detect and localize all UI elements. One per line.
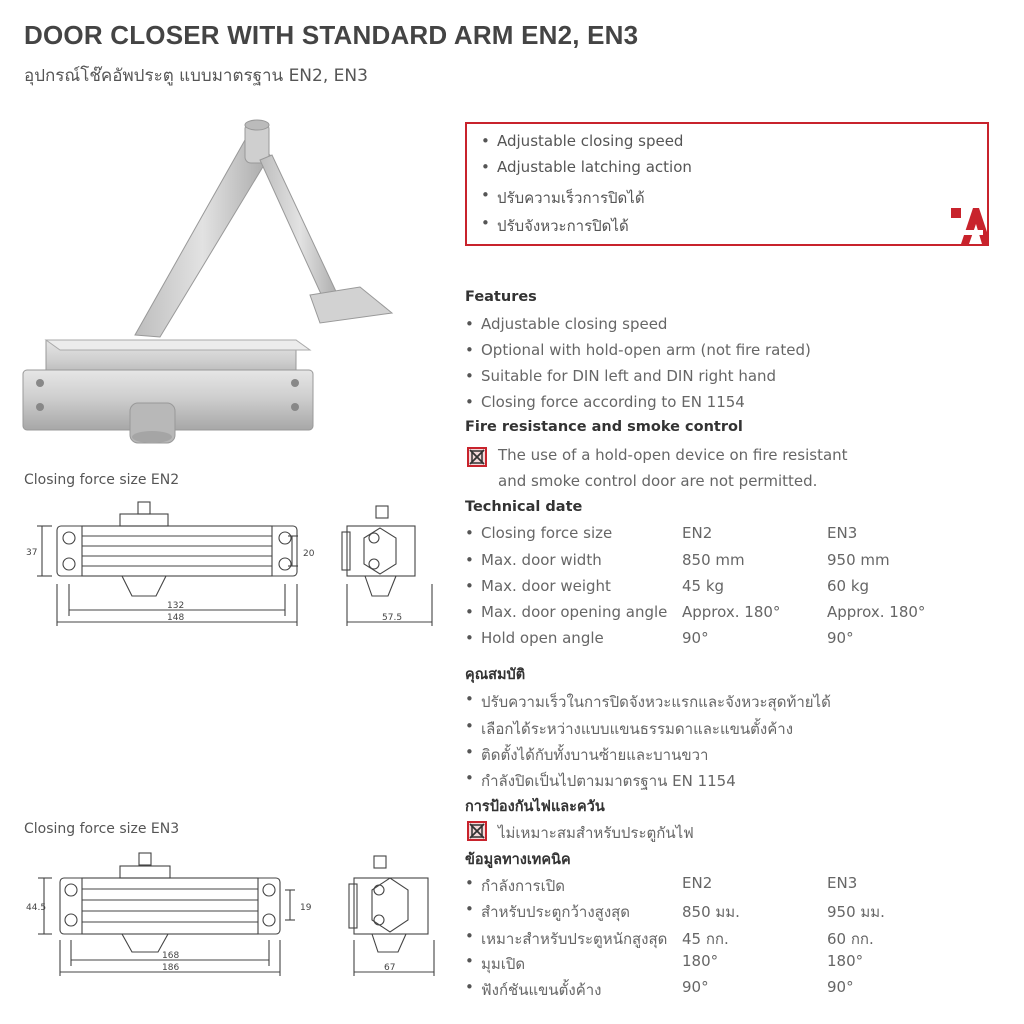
highlight-item: • ปรับจังหวะการปิดได้ xyxy=(497,214,629,238)
fire-heading-thai: การป้องกันไฟและควัน xyxy=(465,799,605,815)
feature-item-thai: • ปรับความเร็วในการปิดจังหวะแรกและจังหวะสุดท้ายได้ xyxy=(481,690,831,714)
tech-row-en2: 45 กก. xyxy=(682,930,729,948)
fire-text-line-1: The use of a hold-open device on fire resistant xyxy=(498,446,848,464)
en2-dim-height: 37 xyxy=(26,548,38,558)
tech-row-en2: 90° xyxy=(682,629,709,647)
tech-row-en3: 180° xyxy=(827,952,864,970)
brand-logo-icon xyxy=(949,204,989,244)
highlight-item: • ปรับความเร็วการปิดได้ xyxy=(497,186,645,210)
tech-heading-thai: ข้อมูลทางเทคนิค xyxy=(465,852,571,868)
tech-row-en3: 60 kg xyxy=(827,577,870,595)
tech-row-label: • กำลังการเปิด xyxy=(481,874,565,898)
no-fire-door-icon xyxy=(467,447,487,467)
features-heading: Features xyxy=(465,289,537,305)
tech-row-en2: 850 mm xyxy=(682,551,745,569)
caption-en3: Closing force size EN3 xyxy=(24,821,180,837)
no-fire-door-icon xyxy=(467,821,487,841)
en3-dim-inner: 168 xyxy=(162,951,180,961)
tech-row-label: • มุมเปิด xyxy=(481,952,525,976)
fire-heading: Fire resistance and smoke control xyxy=(465,419,743,435)
tech-row-en3: EN3 xyxy=(827,524,858,542)
tech-row-en2: EN2 xyxy=(682,524,713,542)
tech-row-en2: Approx. 180° xyxy=(682,603,781,621)
tech-heading: Technical date xyxy=(465,499,583,515)
feature-item: • Adjustable closing speed xyxy=(481,315,667,333)
tech-row-label: • Max. door opening angle xyxy=(481,603,667,621)
feature-item: • Optional with hold-open arm (not fire rated) xyxy=(481,341,811,359)
highlight-item: • Adjustable latching action xyxy=(497,158,692,176)
feature-item: • Closing force according to EN 1154 xyxy=(481,393,745,411)
tech-row-en2: 850 มม. xyxy=(682,903,740,921)
tech-row-en3: 950 มม. xyxy=(827,903,885,921)
tech-row-en2: 180° xyxy=(682,952,719,970)
feature-item: • Suitable for DIN left and DIN right hand xyxy=(481,367,776,385)
tech-row-label: • Hold open angle xyxy=(481,629,604,647)
tech-row-label: • Closing force size xyxy=(481,524,612,542)
highlight-box xyxy=(465,122,989,246)
en2-dim-outer: 148 xyxy=(167,613,185,623)
feature-item-thai: • กำลังปิดเป็นไปตามมาตรฐาน EN 1154 xyxy=(481,769,736,793)
tech-row-en3: 950 mm xyxy=(827,551,890,569)
tech-row-en3: EN3 xyxy=(827,874,858,892)
en2-dim-depth: 57.5 xyxy=(382,613,403,623)
feature-item-thai: • เลือกได้ระหว่างแบบแขนธรรมดาและแขนตั้งค้าง xyxy=(481,717,793,741)
en2-technical-drawing xyxy=(22,498,442,633)
caption-en2: Closing force size EN2 xyxy=(24,472,180,488)
page-title: DOOR CLOSER WITH STANDARD ARM EN2, EN3 xyxy=(24,20,639,50)
tech-row-en2: EN2 xyxy=(682,874,713,892)
features-heading-thai: คุณสมบัติ xyxy=(465,667,526,683)
en2-dim-side: 20 xyxy=(303,549,315,559)
tech-row-label: • Max. door width xyxy=(481,551,602,569)
tech-row-label: • ฟังก์ชันแขนตั้งค้าง xyxy=(481,978,601,1002)
en3-dim-outer: 186 xyxy=(162,963,180,973)
tech-row-label: • เหมาะสำหรับประตูหนักสูงสุด xyxy=(481,927,667,951)
fire-text-line-2: and smoke control door are not permitted. xyxy=(498,472,818,490)
feature-item-thai: • ติดตั้งได้กับทั้งบานซ้ายและบานขวา xyxy=(481,743,708,767)
tech-row-en2: 90° xyxy=(682,978,709,996)
en3-technical-drawing xyxy=(22,848,442,983)
tech-row-label: • Max. door weight xyxy=(481,577,611,595)
page-subtitle-thai: อุปกรณ์โช๊คอัพประตู แบบมาตรฐาน EN2, EN3 xyxy=(24,66,368,86)
en2-dim-inner: 132 xyxy=(167,601,185,611)
tech-row-en3: 60 กก. xyxy=(827,930,874,948)
door-closer-product-image xyxy=(20,115,400,455)
tech-row-en3: Approx. 180° xyxy=(827,603,926,621)
en3-dim-side: 19 xyxy=(300,903,312,913)
en3-dim-depth: 67 xyxy=(384,963,396,973)
tech-row-en2: 45 kg xyxy=(682,577,725,595)
tech-row-label: • สำหรับประตูกว้างสูงสุด xyxy=(481,900,630,924)
tech-row-en3: 90° xyxy=(827,629,854,647)
highlight-item: • Adjustable closing speed xyxy=(497,132,683,150)
en3-dim-height: 44.5 xyxy=(26,903,47,913)
fire-text-thai: ไม่เหมาะสมสำหรับประตูกันไฟ xyxy=(498,824,694,842)
tech-row-en3: 90° xyxy=(827,978,854,996)
